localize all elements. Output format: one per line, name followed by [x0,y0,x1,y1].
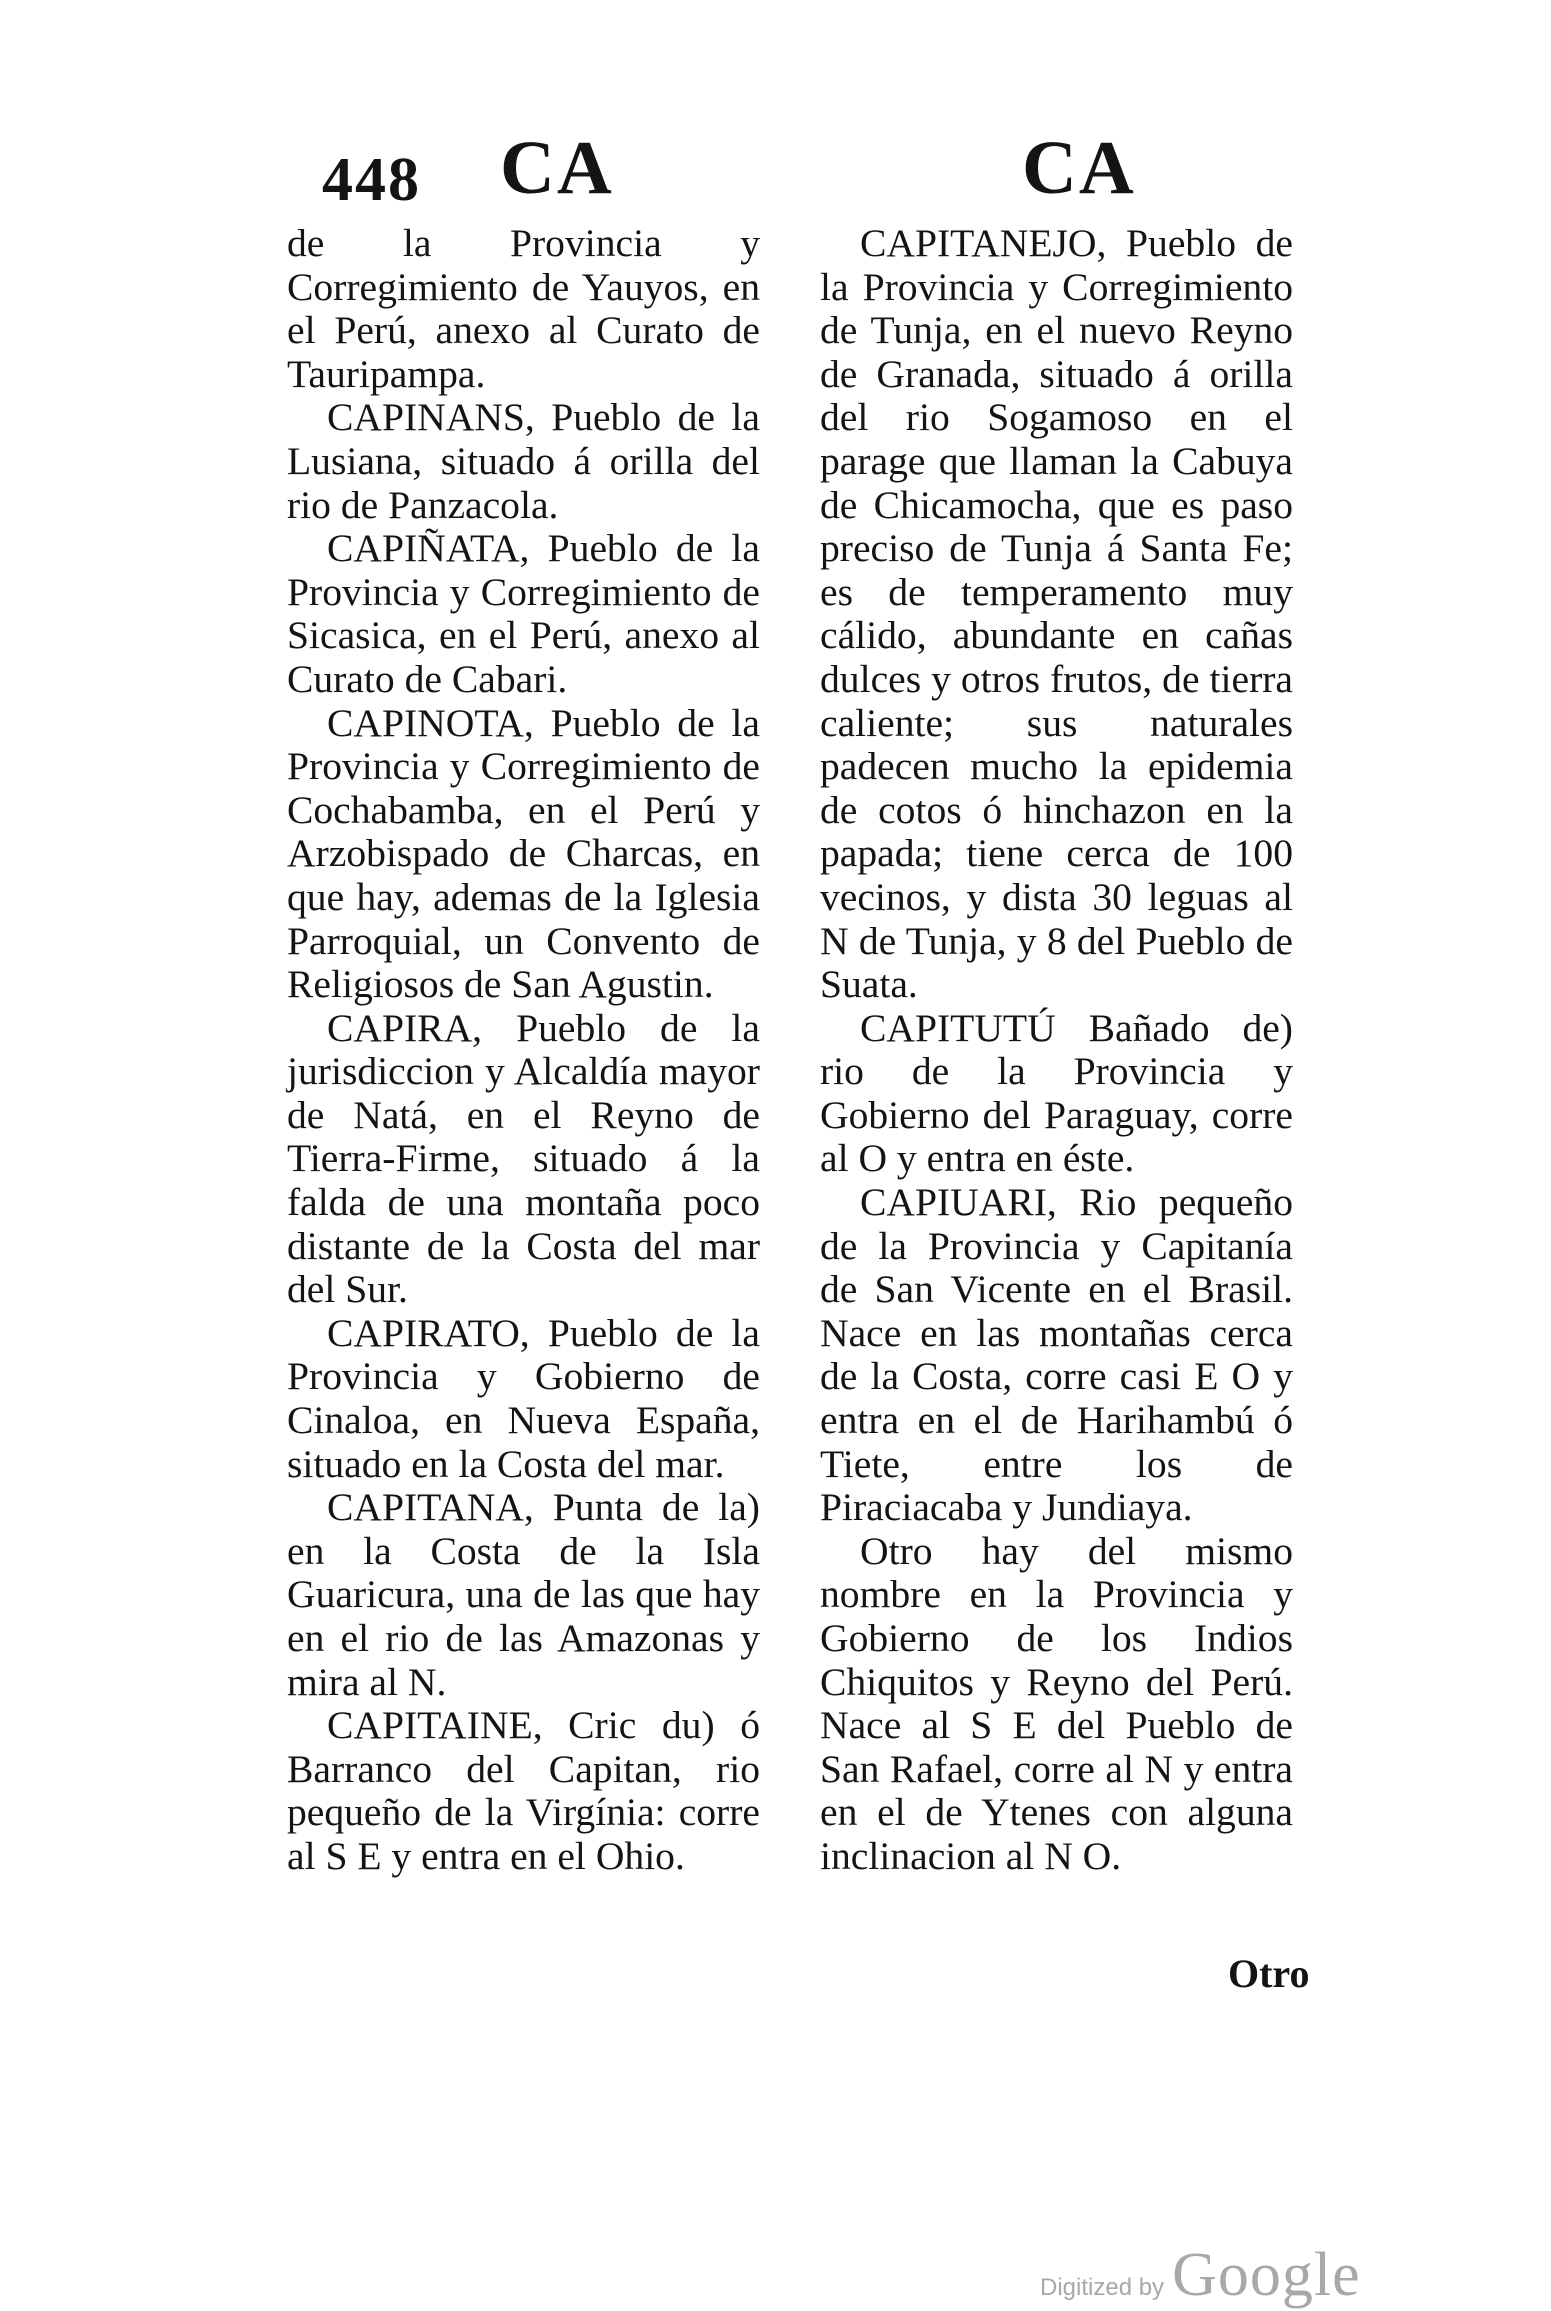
entry-capitanejo: CAPITANEJO, Pueblo de la Provincia y Corregimiento de Tunja, en el nuevo Reyno de Granada, situado á orilla del rio Sogamoso en el parage que llaman la Cabuya de Chicamocha, que es paso preciso de Tunja á Santa Fe; es de temperamento muy cálido, abundante en cañas dulces y otros frutos, de tierra caliente; sus naturales padecen mucho la epidemia de cotos ó hinchazon en la papada; tiene cerca de 100 vecinos, y dista 30 leguas al N de Tunja, y 8 del Pueblo de Suata. [820,221,1293,1007]
entry-capinata: CAPIÑATA, Pueblo de la Provincia y Corregimiento de Sicasica, en el Perú, anexo al Curato de Cabari. [287,526,760,701]
running-head-right: CA [1022,126,1136,210]
entry-otro: Otro hay del mismo nombre en la Provincia y Gobierno de los Indios Chiquitos y Reyno del Perú. Nace al S E del Pueblo de San Rafael, corre al N y entra en el de Ytenes con alguna inclinacion al N O. [820,1528,1293,1878]
entry-continuation: de la Provincia y Corregimiento de Yauyos, en el Perú, anexo al Curato de Tauripampa. [287,221,760,396]
left-column [287,222,760,1879]
digitized-watermark [1040,2240,1361,2311]
right-column [820,222,1293,1879]
running-head-left: CA [500,126,614,210]
entry-capitaine: CAPITAINE, Cric du) ó Barranco del Capitan, rio pequeño de la Virgínia: corre al S E y entra en el Ohio. [287,1703,760,1878]
catchword: Otro [1228,1951,1310,1996]
digitized-by-label: Digitized by [1040,2274,1165,2301]
entry-capinans: CAPINANS, Pueblo de la Lusiana, situado á orilla del rio de Panzacola. [287,395,760,527]
google-logo: Google [1172,2241,1361,2309]
entry-capitana: CAPITANA, Punta de la) en la Costa de la Isla Guaricura, una de las que hay en el rio de las Amazonas y mira al N. [287,1485,760,1704]
entry-capira: CAPIRA, Pueblo de la jurisdiccion y Alcaldía mayor de Natá, en el Reyno de Tierra-Firme, situado á la falda de una montaña poco distante de la Costa del mar del Sur. [287,1005,760,1312]
entry-capiuari: CAPIUARI, Rio pequeño de la Provincia y Capitanía de San Vicente en el Brasil. Nace en las montañas cerca de la Costa, corre casi E O y entra en el de Harihambú ó Tiete, entre los de Piraciacaba y Jundiaya. [820,1180,1293,1530]
entry-capirato: CAPIRATO, Pueblo de la Provincia y Gobierno de Cinaloa, en Nueva España, situado en la Costa del mar. [287,1310,760,1486]
page-number: 448 [322,146,421,214]
entry-capitutu: CAPITUTÚ Bañado de) rio de la Provincia y Gobierno del Paraguay, corre al O y entra en éste. [820,1005,1293,1181]
entry-capinota: CAPINOTA, Pueblo de la Provincia y Corregimiento de Cochabamba, en el Perú y Arzobispado de Charcas, en que hay, ademas de la Iglesia Parroquial, un Convento de Religiosos de San Agustin. [287,700,760,1007]
